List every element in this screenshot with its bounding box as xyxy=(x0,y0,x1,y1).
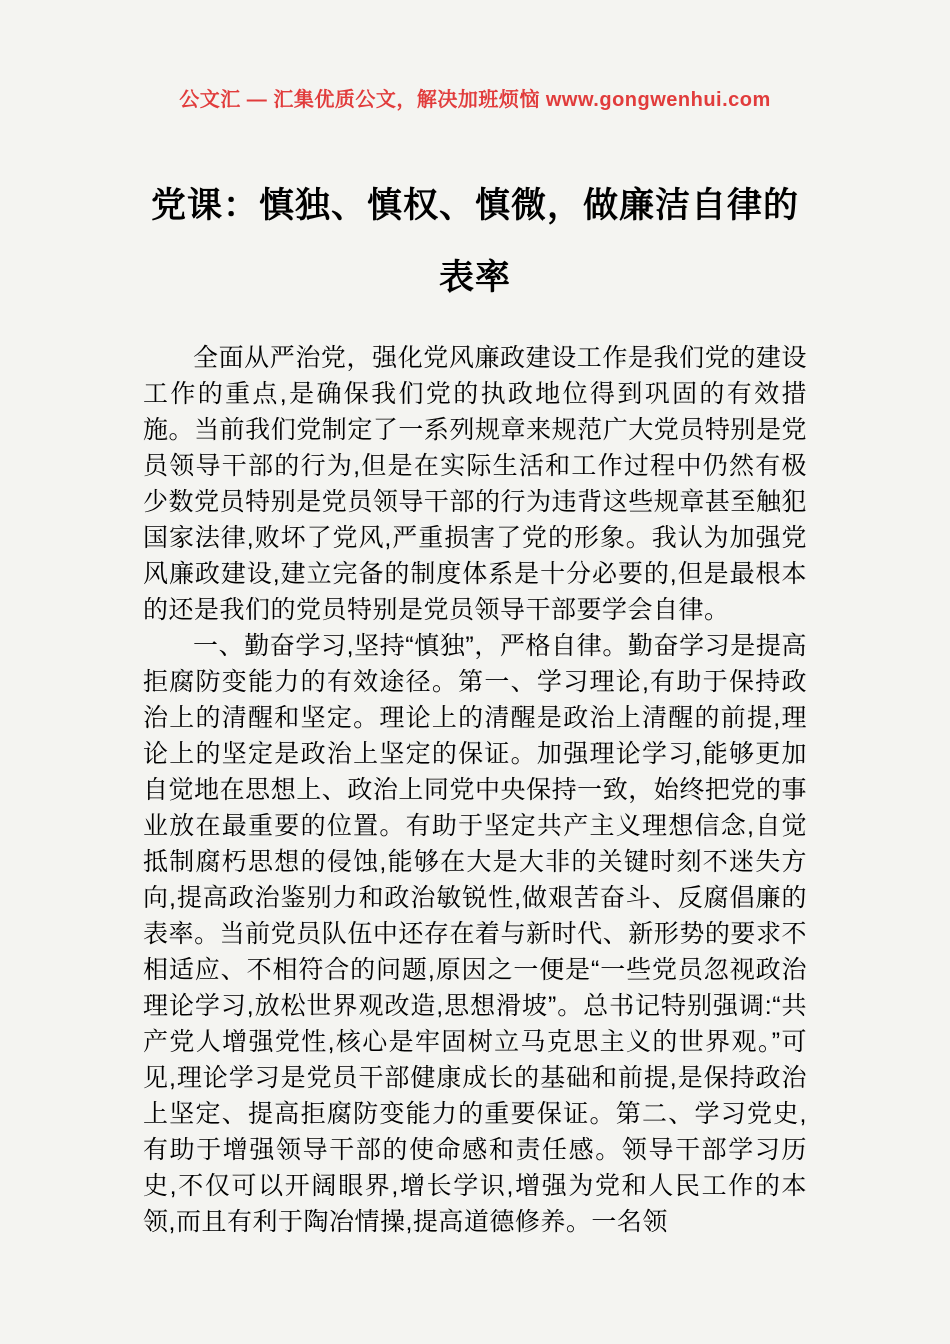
paragraph-2: 一、勤奋学习,坚持“慎独”，严格自律。勤奋学习是提高拒腐防变能力的有效途径。第一、学习理论,有助于保持政治上的清醒和坚定。理论上的清醒是政治上清醒的前提,理论上的坚定是政治上坚定的保证。加强理论学习,能够更加自觉地在思想上、政治上同党中央保持一致，始终把党的事业放在最重要的位置。有助于坚定共产主义理想信念,自觉抵制腐朽思想的侵蚀,能够在大是大非的关键时刻不迷失方向,提高政治鉴别力和政治敏锐性,做艰苦奋斗、反腐倡廉的表率。当前党员队伍中还存在着与新时代、新形势的要求不相适应、不相符合的问题,原因之一便是“一些党员忽视政治理论学习,放松世界观改造,思想滑坡”。总书记特别强调:“共产党人增强党性,核心是牢固树立马克思主义的世界观。”可见,理论学习是党员干部健康成长的基础和前提,是保持政治上坚定、提高拒腐防变能力的重要保证。第二、学习党史,有助于增强领导干部的使命感和责任感。领导干部学习历史,不仅可以开阔眼界,增长学识,增强为党和人民工作的本领,而且有利于陶冶情操,提高道德修养。一名领 xyxy=(143,632,807,1236)
site-banner xyxy=(143,88,807,112)
document-body xyxy=(143,340,807,1240)
paragraph-1: 全面从严治党，强化党风廉政建设工作是我们党的建设工作的重点,是确保我们党的执政地位得到巩固的有效措施。当前我们党制定了一系列规章来规范广大党员特别是党员领导干部的行为,但是在实际生活和工作过程中仍然有极少数党员特别是党员领导干部的行为违背这些规章甚至触犯国家法律,败坏了党风,严重损害了党的形象。我认为加强党风廉政建设,建立完备的制度体系是十分必要的,但是最根本的还是我们的党员特别是党员领导干部要学会自律。 xyxy=(143,344,807,624)
site-banner-text: 公文汇 — 汇集优质公文，解决加班烦恼 www.gongwenhui.com xyxy=(179,89,771,111)
document-title: 党课：慎独、慎权、慎微，做廉洁自律的表率 xyxy=(150,186,799,297)
